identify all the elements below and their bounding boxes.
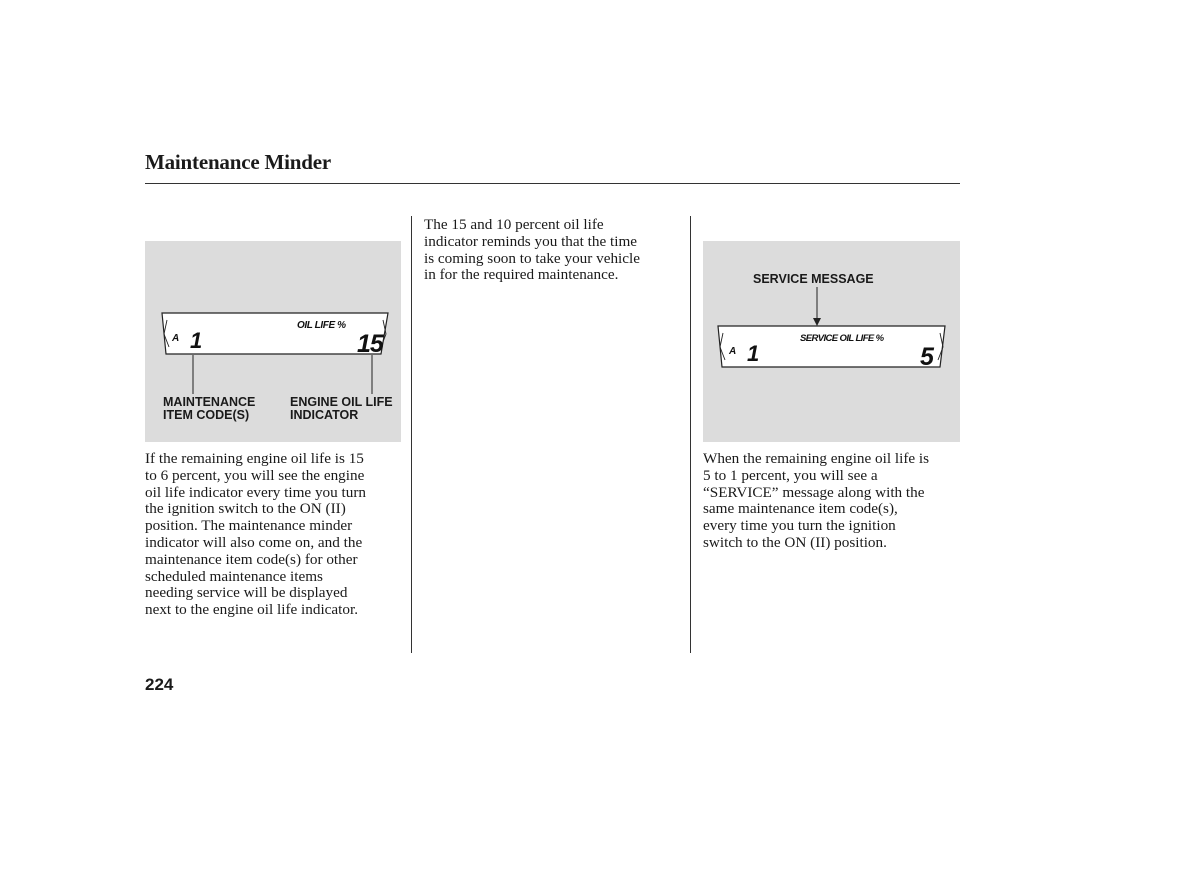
title-divider — [145, 183, 960, 184]
service-message-figure — [703, 241, 960, 442]
lcd-code: A — [172, 333, 180, 344]
oil-life-display-figure — [145, 241, 401, 442]
lcd-service-header: SERVICE OIL LIFE % — [800, 333, 884, 344]
lcd-oil-life-header: OIL LIFE % — [297, 320, 346, 331]
section-title: Maintenance Minder — [145, 150, 331, 174]
lcd-oil-life-value: 15 — [357, 330, 383, 358]
middle-column-paragraph: The 15 and 10 percent oil life indicator reminds you that the time is coming soon to take your vehicle in for the required maintenance. — [424, 216, 640, 284]
lcd-oil-life-value: 5 — [920, 343, 934, 371]
lcd-item-number: 1 — [190, 328, 203, 353]
column-divider-right — [690, 216, 691, 653]
maintenance-item-code-label: MAINTENANCE ITEM CODE(S) — [163, 395, 256, 422]
left-column-paragraph: If the remaining engine oil life is 15 to 6 percent, you will see the engine oil life indicator every time you turn the ignition switch to the ON (II) position. The maintenance minder indicator will also come on, and the maintenance item code(s) for other scheduled maintenance items needing service will be displayed next to the engine oil life indicator. — [145, 450, 366, 619]
column-divider-left — [411, 216, 412, 653]
pointer-arrowhead — [813, 318, 821, 326]
right-column-paragraph: When the remaining engine oil life is 5 to 1 percent, you will see a “SERVICE” message along with the same maintenance item code(s), every time you turn the ignition switch to the ON (II) position. — [703, 450, 930, 551]
page-number: 224 — [145, 675, 174, 694]
lcd-item-number: 1 — [747, 341, 760, 366]
engine-oil-life-indicator-label: ENGINE OIL LIFE INDICATOR — [290, 395, 393, 422]
service-message-label: SERVICE MESSAGE — [753, 272, 874, 286]
lcd-code: A — [729, 346, 737, 357]
